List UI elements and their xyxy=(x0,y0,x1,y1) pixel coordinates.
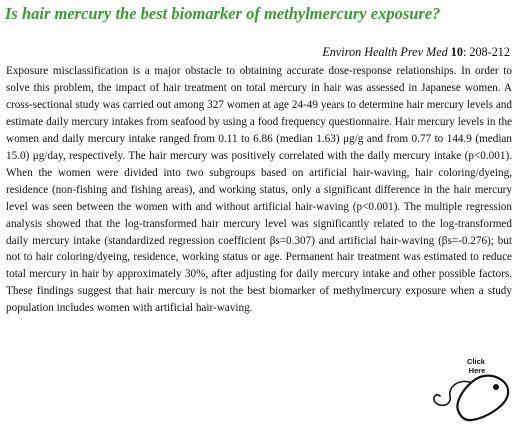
click-here-button[interactable] xyxy=(430,352,516,426)
journal-volume: 10 xyxy=(450,45,463,59)
abstract-text: Exposure misclassification is a major obstacle to obtaining accurate dose-response relationships. In order to solve this problem, the impact of hair treatment on total mercury in hair was assessed in Japanese women. A cross-sectional study was carried out among 327 women at age 24-49 years to determine hair mercury levels and estimate daily mercury intakes from seafood by using a food frequency questionnaire. Hair mercury levels in the women and daily mercury intake ranged from 0.11 to 6.86 (median 1.63) μg/g and from 0.77 to 144.9 (median 15.0) μg/day, respectively. The hair mercury was positively correlated with the daily mercury intake (p<0.001). When the women were divided into two subgroups based on artificial hair-waving, hair coloring/dyeing, residence (non-fishing and fishing areas), and working status, only a significant difference in the hair mercury level was seen between the women with and without artificial hair-waving (p<0.001). The multiple regression analysis showed that the log-transformed hair mercury level was significantly related to the log-transformed daily mercury intake (standardized regression coefficient βs=0.307) and artificial hair-waving (βs=-0.276); but not to hair coloring/dyeing, residence, working status or age. Permanent hair treatment was estimated to reduce total mercury in hair by approximately 30%, after adjusting for daily mercury intake and other possible factors. These findings suggest that hair mercury is not the best biomarker of methylmercury exposure when a study population includes women with artificial hair-waving. xyxy=(6,65,512,315)
click-label-line1: Click xyxy=(467,357,485,366)
journal-citation xyxy=(322,44,510,60)
journal-name: Environ Health Prev Med xyxy=(322,45,448,59)
journal-pages: : 208-212 xyxy=(462,45,510,59)
click-label-line2: Here xyxy=(468,366,486,375)
computer-mouse-icon xyxy=(430,352,516,426)
article-title: Is hair mercury the best biomarker of methylmercury exposure? xyxy=(5,4,441,23)
